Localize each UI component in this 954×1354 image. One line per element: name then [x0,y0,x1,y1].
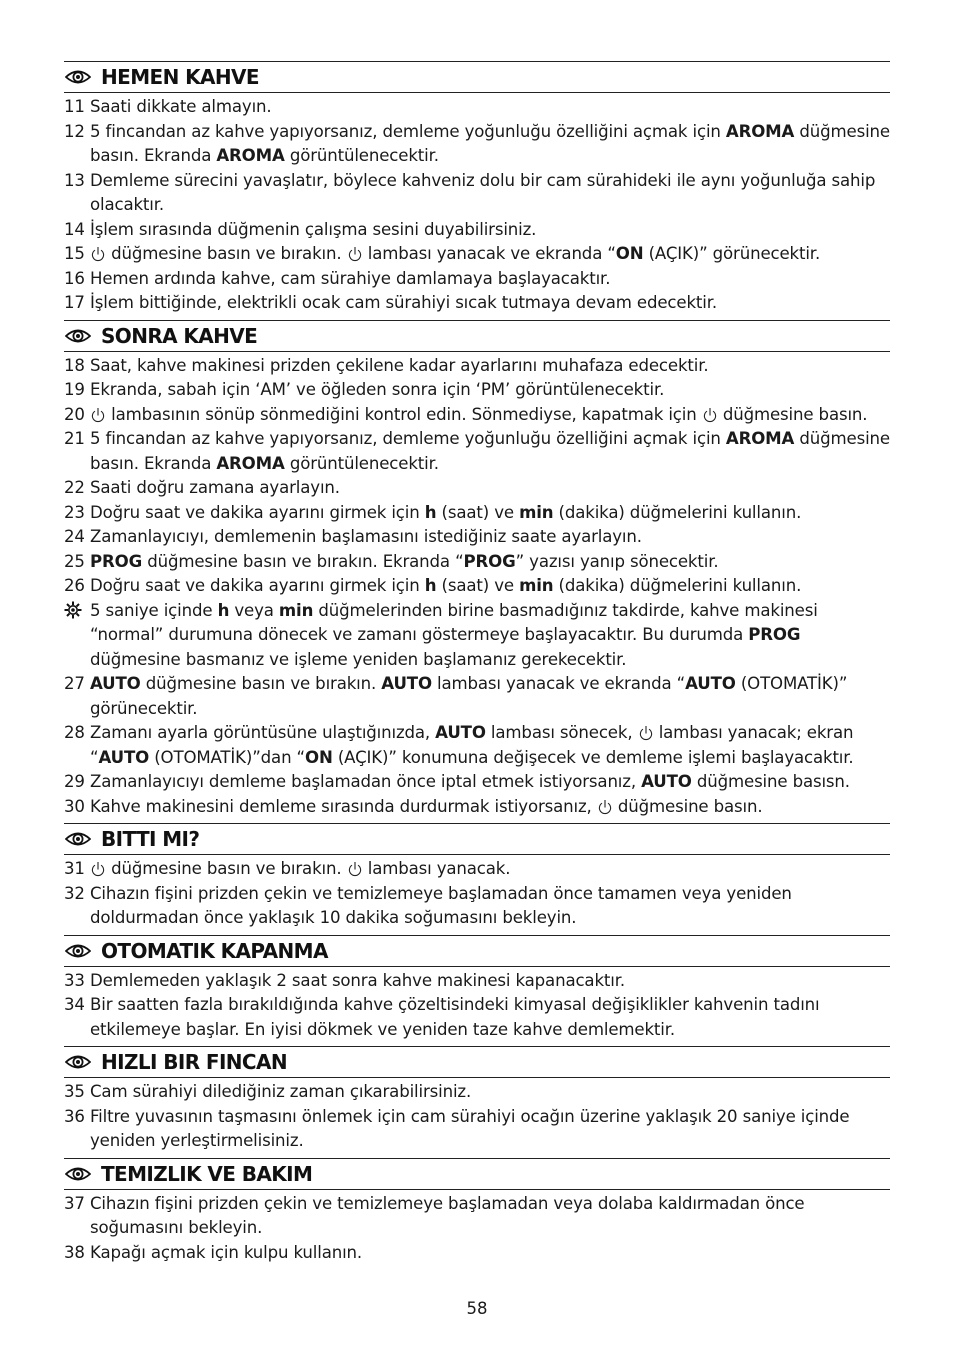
bold-term: PROG [748,625,801,644]
text-segment: Saati dikkate almayın. [90,97,272,116]
item-text [90,770,890,795]
item-number: 24 [64,527,85,546]
list-item [64,120,890,169]
item-number: 26 [64,576,85,595]
eye-icon [65,1054,91,1070]
item-text [90,857,890,882]
item-text [90,1105,890,1154]
item-text [90,120,890,169]
text-segment: Cihazın fişini prizden çekin ve temizlemeye başlamadan veya dolaba kaldırmadan önce soğumasını bekleyin. [90,1193,805,1237]
text-segment: Hemen ardında kahve, cam sürahiye damlamaya başlayacaktır. [90,268,611,288]
item-text [90,599,890,673]
text-segment: İşlem bittiğinde, elektrikli ocak cam sürahiyi sıcak tutmaya devam edecektir. [90,293,718,312]
section-header [64,1158,890,1190]
text-segment: düğmesine basın. Ekranda [90,121,890,165]
text-segment: lambası sönecek, [485,723,638,742]
list-item [64,574,890,599]
item-text [90,403,890,428]
text-segment: Doğru saat ve dakika ayarını girmek için [90,502,425,522]
text-segment: lambası yanacak ve ekranda “ [362,244,616,263]
text-segment: 5 fincandan az kahve yapıyorsanız, demleme yoğunluğu özelliğini açmak için [90,429,726,448]
tip-marker [64,599,90,673]
item-text [90,969,890,994]
text-segment: düğmesine basın. Ekranda [90,429,890,473]
text-segment: Bir saatten fazla bırakıldığında kahve çözeltisindeki kimyasal değişiklikler kahvenin tadını etkilemeye başlar. En iyisi dökmek ve yeniden taze kahve demlemektir. [90,995,820,1039]
item-text [90,501,890,526]
list-item [64,882,890,931]
item-text [90,574,890,599]
text-segment: Cihazın fişini prizden çekin ve temizlemeye başlamadan önce tamamen veya yeniden doldurmadan önce yaklaşık 10 dakika soğumasını bekleyin. [90,883,792,927]
section-header [64,1046,890,1078]
section-title: HEMEN KAHVE [101,65,259,89]
item-number: 31 [64,859,85,878]
text-segment: (AÇIK)” konumuna değişecek ve demleme işlemi başlayacaktır. [332,747,854,767]
text-segment: düğmelerinden birine basmadığınız takdirde, kahve makinesi “normal” durumuna dönecek ve zamanı göstermeye başlayacaktır. Bu durumda [90,600,818,644]
item-number: 33 [64,970,85,990]
power-icon [91,861,105,877]
list-item [64,218,890,243]
text-segment: (OTOMATİK)” görünecektir. [90,674,848,718]
sun-tip-icon [64,601,82,619]
instruction-list [64,857,890,931]
text-segment: 5 saniye içinde [90,600,218,620]
text-segment: (dakika) düğmelerini kullanın. [553,576,802,595]
list-item [64,969,890,994]
item-text [90,721,890,770]
text-segment: Saati doğru zamana ayarlayın. [90,478,340,497]
list-item [64,242,890,267]
item-text [90,1192,890,1241]
item-number: 22 [64,478,85,497]
text-segment: (saat) ve [436,576,520,595]
item-text [90,291,890,316]
list-item [64,427,890,476]
section [64,320,890,820]
text-segment: düğmesine basısn. [691,772,850,791]
list-item [64,501,890,526]
list-item [64,672,890,721]
item-text [90,95,890,120]
item-number: 13 [64,170,85,190]
text-segment: 5 fincandan az kahve yapıyorsanız, demleme yoğunluğu özelliğini açmak için [90,121,726,141]
bold-term: AUTO [435,723,486,742]
list-item [64,476,890,501]
text-segment: (AÇIK)” görünecektir. [643,244,821,263]
text-segment: Zamanlayıcıyı demleme başlamadan önce iptal etmek istiyorsanız, [90,772,642,791]
text-segment: Zamanlayıcıyı, demlemenin başlamasını istediğiniz saate ayarlayın. [90,527,642,546]
item-text [90,525,890,550]
instruction-list [64,1192,890,1266]
power-icon [639,725,653,741]
bold-term: AUTO [98,747,150,767]
item-number: 27 [64,674,85,693]
text-segment: düğmesine basın ve bırakın. [106,244,347,263]
eye-icon [65,328,91,344]
list-item [64,354,890,379]
section [64,1158,890,1266]
item-text [90,882,890,931]
power-icon [598,799,612,815]
power-icon [91,407,105,423]
item-text [90,476,890,501]
text-segment: Kahve makinesini demleme sırasında durdurmak istiyorsanız, [90,796,597,816]
list-item [64,1192,890,1241]
item-number: 36 [64,1106,85,1126]
section-title: BITTI MI? [101,827,200,851]
list-item [64,795,890,820]
tip-item [64,599,890,673]
item-text [90,267,890,292]
text-segment: Doğru saat ve dakika ayarını girmek için [90,576,425,595]
instruction-list [64,95,890,316]
item-number: 30 [64,796,85,816]
section-header [64,823,890,855]
list-item [64,169,890,218]
item-number: 35 [64,1082,85,1101]
bold-term: min [278,600,314,620]
list-item [64,1080,890,1105]
section-title: HIZLI BIR FINCAN [101,1050,288,1074]
bold-term: PROG [90,551,143,571]
bold-term: AUTO [381,674,432,693]
item-text [90,550,890,575]
text-segment: Saat, kahve makinesi prizden çekilene kadar ayarlarını muhafaza edecektir. [90,355,709,375]
text-segment: Demleme sürecini yavaşlatır, böylece kahveniz dolu bir cam sürahideki ile aynı yoğunluğa sahip olacaktır. [90,170,876,214]
item-number: 15 [64,244,85,263]
eye-icon [65,943,91,959]
bold-term: AUTO [685,674,736,693]
power-icon [348,246,362,262]
section-title: SONRA KAHVE [101,323,258,348]
list-item [64,403,890,428]
text-segment: lambası yanacak. [362,859,511,878]
item-number: 38 [64,1242,85,1262]
text-segment: görüntülenecektir. [284,453,439,473]
bold-term: h [217,600,230,620]
section-header [64,320,890,352]
section [64,1046,890,1154]
section-header [64,61,890,93]
instruction-list [64,969,890,1043]
section [64,935,890,1043]
text-segment: İşlem sırasında düğmenin çalışma sesini duyabilirsiniz. [90,219,537,239]
item-number: 14 [64,219,85,239]
bold-term: ON [615,244,644,263]
list-item [64,267,890,292]
item-number: 28 [64,723,85,742]
bold-term: AUTO [90,674,141,693]
item-text [90,378,890,403]
power-icon [91,246,105,262]
item-text [90,427,890,476]
item-number: 34 [64,995,85,1014]
text-segment: Zamanı ayarla görüntüsüne ulaştığınızda, [90,723,436,742]
list-item [64,378,890,403]
text-segment: düğmesine basın ve bırakın. Ekranda “ [142,551,464,571]
bold-term: AROMA [216,453,285,473]
text-segment: düğmesine basın ve bırakın. [140,674,382,693]
item-number: 19 [64,380,85,399]
text-segment: Demlemeden yaklaşık 2 saat sonra kahve makinesi kapanacaktır. [90,970,625,990]
instruction-list [64,1080,890,1154]
list-item [64,1241,890,1266]
section [64,61,890,316]
item-number: 29 [64,772,85,791]
item-number: 32 [64,883,85,903]
power-icon [703,407,717,423]
eye-icon [65,831,91,847]
list-item [64,770,890,795]
power-icon [348,861,362,877]
item-number: 12 [64,121,85,141]
list-item [64,525,890,550]
page-number: 58 [466,1299,488,1318]
eye-icon [65,69,91,85]
document-body [64,61,890,1265]
text-segment: (saat) ve [436,502,520,522]
item-text [90,993,890,1042]
section-header [64,935,890,967]
text-segment: düğmesine basın. [717,404,868,424]
item-text [90,1080,890,1105]
bold-term: AUTO [641,772,692,791]
item-text [90,795,890,820]
section-title: OTOMATIK KAPANMA [101,938,328,963]
text-segment: (OTOMATİK)”dan “ [149,747,306,767]
item-text [90,672,890,721]
text-segment: lambası yanacak ve ekranda “ [431,674,686,693]
item-number: 18 [64,355,85,375]
bold-term: h [424,502,437,522]
text-segment: düğmesine basın ve bırakın. [106,859,347,878]
item-number: 11 [64,97,85,116]
list-item [64,291,890,316]
item-number: 16 [64,268,85,288]
item-number: 17 [64,293,85,312]
bold-term: AROMA [216,146,285,165]
list-item [64,95,890,120]
bold-term: AROMA [725,429,795,448]
bold-term: h [424,576,437,595]
text-segment: düğmesine basın. [612,796,763,816]
item-text [90,1241,890,1266]
item-number: 23 [64,502,85,522]
bold-term: ON [305,747,333,767]
text-segment: Cam sürahiyi dilediğiniz zaman çıkarabilirsiniz. [90,1082,472,1101]
item-number: 21 [64,429,85,448]
item-text [90,218,890,243]
text-segment: düğmesine basmanız ve işleme yeniden başlamanız gerekecektir. [90,649,627,669]
text-segment: görüntülenecektir. [284,146,439,165]
bold-term: PROG [463,551,516,571]
section [64,823,890,931]
instruction-list [64,354,890,820]
text-segment: veya [229,600,279,620]
item-text [90,242,890,267]
text-segment: (dakika) düğmelerini kullanın. [553,502,802,522]
item-text [90,354,890,379]
text-segment: Filtre yuvasının taşmasını önlemek için cam sürahiyi ocağın üzerine yaklaşık 20 saniye içinde yeniden yerleştirmelisiniz. [90,1106,850,1150]
list-item [64,857,890,882]
text-segment: Kapağı açmak için kulpu kullanın. [90,1242,363,1262]
list-item [64,1105,890,1154]
item-text [90,169,890,218]
text-segment: lambası yanacak; ekran “ [90,723,854,767]
item-number: 20 [64,404,85,424]
section-title: TEMIZLIK VE BAKIM [101,1161,313,1186]
bold-term: min [519,502,554,522]
text-segment: Ekranda, sabah için ‘AM’ ve öğleden sonra için ‘PM’ görüntülenecektir. [90,380,665,399]
bold-term: min [519,576,554,595]
text-segment: ” yazısı yanıp sönecektir. [515,551,719,571]
list-item [64,550,890,575]
eye-icon [65,1166,91,1182]
list-item [64,993,890,1042]
text-segment: lambasının sönüp sönmediğini kontrol edin. Sönmediyse, kapatmak için [106,404,702,424]
list-item [64,721,890,770]
item-number: 25 [64,551,85,571]
bold-term: AROMA [725,121,795,141]
item-number: 37 [64,1193,85,1213]
